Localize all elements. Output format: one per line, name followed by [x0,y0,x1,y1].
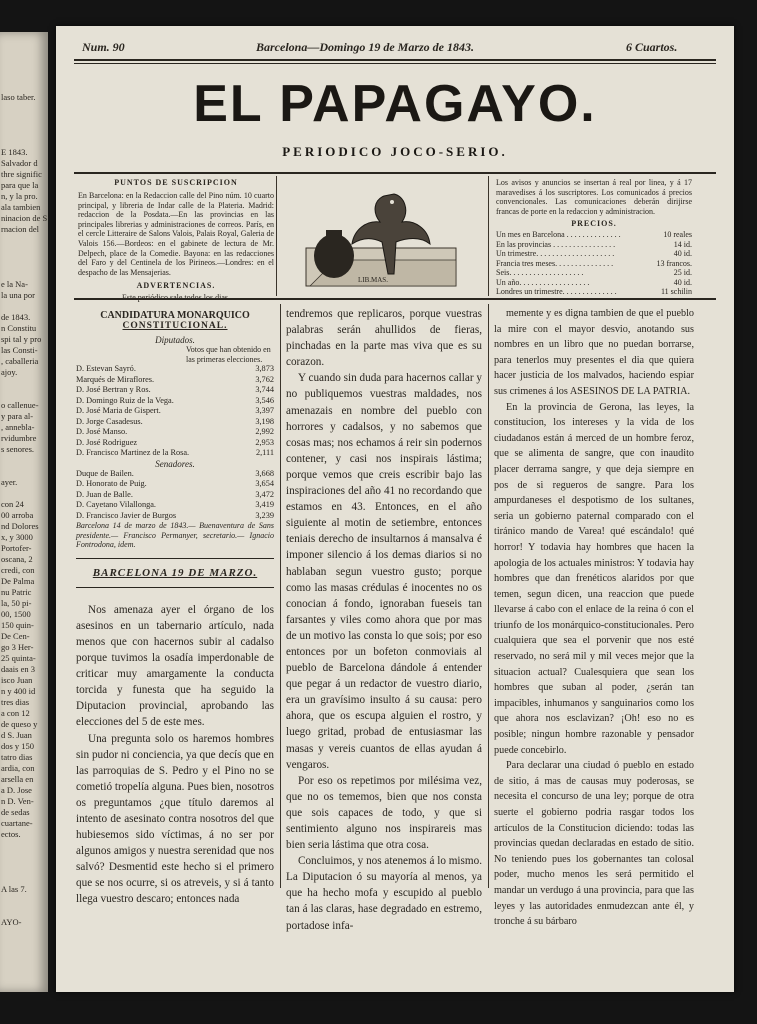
price-list [496,230,692,297]
subscription-heading: PUNTOS DE SUSCRIPCION [114,178,238,187]
candidate-row [76,500,274,511]
price-label: Londres un trimestre. . . . . . . . . . . . . . [496,287,617,297]
candidate-row [76,406,274,417]
left-page-line: con 24 [1,499,24,509]
left-page-line: rnacion del [1,224,39,234]
ads-box [496,178,692,297]
left-page-line: tatro dias [1,752,33,762]
price-value: 11 schilin [660,287,692,297]
left-page-line: ajoy. [1,367,18,377]
candidate-name: D. Estevan Sayró. [76,364,136,373]
left-page-line [0,114,48,125]
left-page-line: E 1843. [1,147,28,157]
candidate-votes: 3,397 [255,406,274,415]
price-row [496,278,692,288]
header-divider-left [276,176,277,296]
parrot-illustration [296,178,476,290]
left-page-line: ala tambien [1,202,41,212]
article-paragraph: Por eso os repetimos por milésima vez, que no os tememos, bien que nos consta que sois capaces de todo, y que si sentimiento alguno nos inspirareis mas bien seria lástima que otra cosa. [286,774,482,852]
left-page-line: credi, con [1,565,35,575]
left-page-line: de queso y [1,719,38,729]
candidate-row [76,490,274,501]
candidate-row [76,427,274,438]
candidate-name: Marqués de Miraflores. [76,374,155,384]
candidate-votes: 3,472 [255,489,274,499]
candidatura-footer: Barcelona 14 de marzo de 1843.— Buenaventura de Sans presidente.— Francisco Permanyer, secretario.— Ignacio Fontrodona, idem. [76,521,274,550]
article-paragraph: Y cuando sin duda para hacernos callar y no publiquemos vuestras maldades, nos amenazais en nombre del pueblo con horrores y cadalsos, y no sabemos que cosas mas; nos echamos á reir sin podernos contener, y casi nos inspirais lástima; porque vemos que creis escribir bajo las inspiraciones del año 41 no recordando que estamos en 43. Entonces, en el año siguiente al motin de setiembre, entonces teniais derecho de insultarnos á mansalva é imponer silencio á los demas diarios si no hablaban segun vuestro gusto; porque como las masas crédulas é inocentes no os conocian á fondo, ignoraban fueseis tan farsantes y viles como ahora que por mas de un motivo las consta lo que sois; por eso entonces por un bofeton conmoviais al pueblo de Barcelona dándole á entender que pegar á un redactor de vuestro diario, era un gravísimo insulto á su causa: pero ahora, que os escupa alguien el rostro, y luego gritad, probad de entusiasmar las masas y vereis cuantos de ellas ayudan á vengaros. [286,372,482,771]
header-bottom-rule [74,298,716,300]
senadores-label: Senadores. [155,458,195,469]
left-page-line [0,466,48,477]
candidate-votes: 2,992 [255,427,274,436]
candidate-votes: 2,111 [255,448,274,457]
candidatura-subheading: CONSTITUCIONAL. [122,321,228,331]
candidate-row [76,385,274,396]
article-column-1 [76,602,274,908]
left-page-line: , caballeria [1,356,39,366]
left-page-line: Salvador d [1,158,38,168]
left-page-line [0,895,48,906]
left-page-line: o callenue- [1,400,39,410]
ads-text: Los avisos y anuncios se insertan á real por linea, y á 17 maravedises á los suscriptores. Los comunicados á precios convencionales. Las comunicaciones deberán dirijirse francas de porte en la redaccion y administracion. [496,178,692,216]
price-value: 10 reales [663,230,692,240]
article-paragraph: Para declarar una ciudad ó pueblo en estado de sitio, á mas de causas muy poderosas, se necesita el concurso de una ley; porque de otra suerte el gobierno podria rasgar todos los artículos de la Constitucion diciendo: todas las provincias quedan declaradas en estado de sitio. No teniendo pues los gobernantes tan colosal poder, mucho menos les será permitido el mandar un verdugo á una provincia, para que las leyes y las autoridades enmudezcan ante él, y tronche á su bárbaro [494,760,694,928]
price-value: 40 id. [673,249,692,259]
left-page-line: ninacion de S [1,213,48,223]
left-page-line: Portofer- [1,543,32,553]
left-page-line [0,851,48,862]
left-page-line: thre signific [1,169,42,179]
price-label: Francia tres meses. . . . . . . . . . . . . . . [496,258,614,268]
left-page-line [0,257,48,268]
senadores-list [76,469,274,522]
masthead-subtitle: PERIODICO JOCO-SERIO. [282,144,508,159]
left-page-line: 150 quin- [1,620,34,630]
article-paragraph: Nos amenaza ayer el órgano de los asesinos en un tabernario artículo, nada menos que con hacernos subir al cadalso porque tuvimos la osadía imperdonable de criticar muy amargamente la conducta torcida y funesta que ha seguido la Diputacion provincial, aprobando las elecciones del 5 de este mes. [76,603,274,729]
left-page-line [0,389,48,400]
left-page-line: daais en 3 [1,664,35,674]
issue-price: 6 Cuartos. [626,40,678,54]
left-page-line: cuartane- [1,818,33,828]
candidate-row [76,479,274,490]
article-paragraph: Una pregunta solo os haremos hombres sin pudor ni conciencia, ya que decís que en las parroquias de S. Pedro y el Pino no se cometió tropelía alguna. Pues bien, nosotros os preguntamos ¿que título daremos al intento de asesinato contra nosotros del que hubiesemos sido víctimas, á no ser por algunos amigos y nuestra serenidad que nos salvó? Desmentid este hecho si el primero que se nos ocurre, si os atreveis, y si á tanto llega vuestro descaro; entonces nada [76,732,274,906]
header-divider-right [488,176,489,296]
price-value: 13 francos. [656,258,692,268]
article-paragraph: tendremos que replicaros, porque vuestras palabras serán ahullidos de fieras, pinchadas en la parte mas viva que es su corazon. [286,308,482,369]
candidate-votes: 3,654 [255,479,274,488]
candidate-row [76,375,274,386]
price-label: Un año. . . . . . . . . . . . . . . . . . [496,277,590,287]
candidate-name: D. José Maria de Gispert. [76,406,161,415]
candidate-votes: 3,744 [255,385,274,394]
left-page-line: n, y la pro. [1,191,38,201]
candidate-name: D. Francisco Javier de Burgos [76,510,177,520]
subscription-text: En Barcelona: en la Redaccion calle del Pino núm. 10 cuarto principal, y libreria de Indar calle de la Plateria. Madrid: redaccion de la Posdata.—En las provincias en las principales librerias y administraciones de correos. París, en el cercle Litteraire de Salons Valois, Palais Royal, Galeria de Valois 156.—Bordeos: en el gabinete de lectura de Mr. Delpech, place de la Comedie. Bayona: en las redacciones del Faro y del Centinela de los Pirineos.—Londres: en el despacho de las Mensajerias. [78,191,274,277]
left-page-fragment [0,32,48,992]
left-page-line: la una por [1,290,35,300]
section-rule-2 [76,587,274,588]
left-page-line: ectos. [1,829,21,839]
left-page-line: nu Patric [1,587,32,597]
article-column-2 [286,306,482,934]
price-row [496,249,692,259]
left-page-line: De Palma [1,576,35,586]
candidate-row [76,448,274,459]
candidatura-heading: CANDIDATURA MONARQUICO [100,310,250,321]
candidate-row [76,511,274,522]
price-row [496,259,692,269]
price-value: 14 id. [673,239,692,249]
candidate-name: D. José Bertran y Ros. [76,385,151,394]
left-page-line [0,125,48,136]
candidate-name: D. Juan de Balle. [76,489,133,499]
ink-pot-shape [314,234,354,278]
candidate-name: Duque de Bailen. [76,468,134,478]
left-page-line: las Consti- [1,345,38,355]
left-page-line: a D. Jose [1,785,32,795]
left-page-line: A las 7. [1,884,27,894]
candidate-name: D. Jorge Casadesus. [76,416,143,426]
left-page-line: , annebla- [1,422,35,432]
left-page-line: arsella en [1,774,34,784]
column-divider-2 [488,304,489,888]
left-page-line [0,378,48,389]
section-rule [76,558,274,559]
candidate-name: D. Francisco Martinez de la Rosa. [76,448,190,457]
header-rule [74,59,716,61]
candidate-name: D. José Manso. [76,427,128,436]
left-page-line: n Constitu [1,323,37,333]
left-page-line: spi tal y pro [1,334,42,344]
price-value: 25 id. [673,268,692,278]
candidate-votes: 3,239 [255,510,274,520]
candidate-name: D. Cayetano Vilallonga. [76,500,156,509]
column-1 [76,310,274,908]
left-page-line: AYO- [1,917,22,927]
newspaper-page [56,26,734,992]
masthead-title: EL PAPAGAYO. [193,75,597,133]
left-page-line [0,873,48,884]
left-page-line: a con 12 [1,708,30,718]
article-paragraph: En la provincia de Gerona, las leyes, la constitucion, los intereses y la vida de los ciudadanos están á merced de un hombre feroz, que se alimenta de sangre, que con inaudito placer derrama sangre, y que deja siempre en pos de si regueros de sangre. Para los ampurdaneses el despotismo de los sultanes, seria un gobierno paternal comparado con el tiránico mando de Varea! qué escándalo! qué horror! Y todavia hay hombres que hacen la apologia de los actuales ministros: Y todavia hay hombres que dan frenéticos alaridos por que temen, segun dicen, una reaccion que puede llevarse á cabo con el enlace de la reina ó con el triunfo de los monárquico-constitucionales. Pero cualquiera que sea el porvenir que nos esté reservado, no será mil y mil veces mejor que la situacion actual? Cualesquiera que sean los hombres que suban al poder, ¿serán tan impacibles, inhumanos y sanguinarios como los que ahora nos esclavizan? ¡Oh! eso no es posible; ningun hombre razonable y pensador puede concebirlo. [494,401,694,756]
left-page-line: s senores. [1,444,35,454]
left-page-line: d S. Juan [1,730,32,740]
article-column-3 [494,306,694,930]
left-page-text [0,32,48,928]
image-caption: LIB.MAS. [358,276,388,284]
left-page-line [0,488,48,499]
warnings-heading: ADVERTENCIAS. [136,281,216,291]
issue-number: Num. 90 [82,40,125,54]
votes-note: Votos que han obtenido en las primeras elecciones. [186,345,271,364]
section-heading: BARCELONA 19 DE MARZO. [92,566,258,579]
left-page-line: ayer. [1,477,18,487]
diputados-label: Diputados. [155,335,195,345]
left-page-line: x, y 3000 [1,532,33,542]
left-page-line [0,136,48,147]
candidate-name: D. Domingo Ruiz de la Vega. [76,395,174,405]
left-page-line: ardia, con [1,763,35,773]
candidate-name: D. José Rodriguez [76,437,138,447]
diputados-list [76,364,274,459]
price-row [496,230,692,240]
article-paragraph: memente y es digna tambien de que el pueblo la mire con el mayor desvio, anotando sus nombres en un libro que no puedan borrarse, para tenerlos muy presentes el dia que quiera hacer justicia de los malvados, haciendo espiar sus crimenes á los ASESINOS DE LA PATRIA. [494,308,694,397]
ink-pot-neck [326,230,342,238]
article-paragraph: Concluimos, y nos atenemos á lo mismo. La Diputacion ó su mayoría al menos, ya que ha hecho mofa y escupido al pueblo tan á las claras, hase degradado en estremo, portadose infa- [286,855,482,932]
price-label: Un trimestre. . . . . . . . . . . . . . . . . . . . [496,249,615,259]
left-page-line [0,301,48,312]
candidate-votes: 2,953 [255,437,274,447]
candidate-row [76,417,274,428]
price-row [496,240,692,250]
left-page-line: 00 arroba [1,510,34,520]
left-page-line: laso taber. [1,92,36,102]
candidate-votes: 3,873 [255,364,274,373]
left-page-line: rvidumbre [1,433,37,443]
left-page-line [0,246,48,257]
subscription-box [78,178,274,303]
prices-heading: PRECIOS. [571,219,617,229]
masthead-rule [74,172,716,174]
candidate-name: D. Honorato de Puig. [76,479,147,488]
candidate-votes: 3,762 [255,374,274,384]
header-rule-thin [74,63,716,64]
left-page-line: 25 quinta- [1,653,36,663]
candidate-row [76,396,274,407]
price-value: 40 id. [673,277,692,287]
left-page-line: n D. Ven- [1,796,34,806]
left-page-line: oscana, 2 [1,554,33,564]
left-page-line: y para al- [1,411,34,421]
left-page-line [0,840,48,851]
left-page-line: go 3 Her- [1,642,34,652]
price-row [496,287,692,297]
candidate-votes: 3,546 [255,395,274,405]
left-page-line: para que la [1,180,39,190]
candidate-row [76,438,274,449]
price-label: En las provincias . . . . . . . . . . . . . . . . [496,239,616,249]
candidate-row [76,364,274,375]
left-page-line: isco Juan [1,675,33,685]
price-label: Seis. . . . . . . . . . . . . . . . . . . [496,268,584,278]
column-divider-1 [280,304,281,888]
left-page-line [0,906,48,917]
left-page-line: dos y 150 [1,741,35,751]
candidate-votes: 3,419 [255,500,274,509]
left-page-line: De Cen- [1,631,30,641]
candidate-row [76,469,274,480]
parrot-eye [390,200,394,204]
left-page-line [0,103,48,114]
candidate-votes: 3,668 [255,468,274,478]
left-page-line [0,862,48,873]
left-page-line [0,235,48,246]
candidate-votes: 3,198 [255,416,274,426]
price-row [496,268,692,278]
left-page-line: de sedas [1,807,30,817]
left-page-line [0,268,48,279]
left-page-line: tres dias [1,697,30,707]
left-page-line: nd Dolores [1,521,39,531]
left-page-line: de 1843. [1,312,31,322]
issue-date: Barcelona—Domingo 19 de Marzo de 1843. [256,40,475,54]
left-page-line [0,455,48,466]
left-page-line: e la Na- [1,279,28,289]
left-page-line: 00, 1500 [1,609,31,619]
left-page-line: la, 50 pi- [1,598,32,608]
left-page-line: n y 400 id [1,686,36,696]
price-label: Un mes en Barcelona . . . . . . . . . . . . . . [496,230,621,240]
